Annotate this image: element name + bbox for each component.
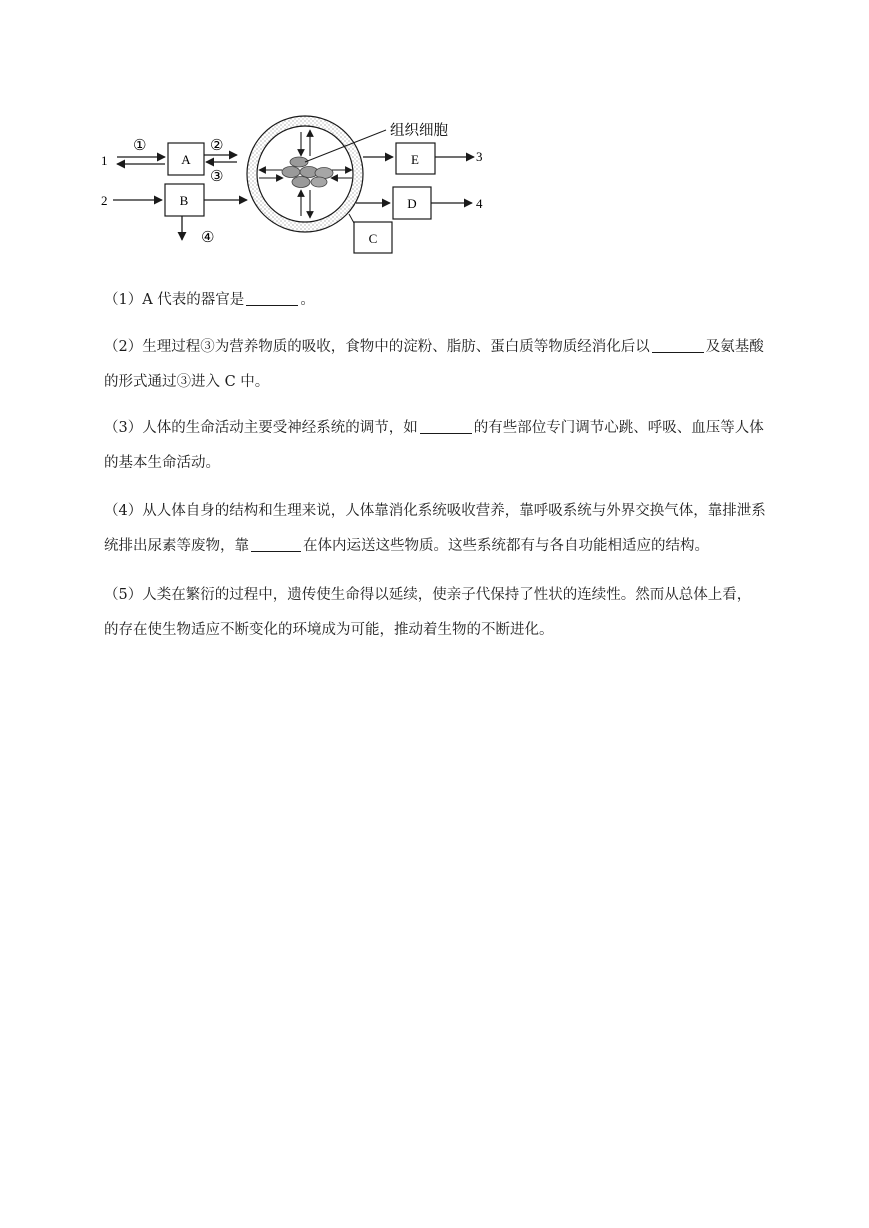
- question-2-line2: 的形式通过③进入 C 中。: [104, 374, 270, 390]
- box-C-pointer: [349, 214, 354, 223]
- question-5-line2: 的存在使生物适应不断变化的环境成为可能，推动着生物的不断进化。: [104, 622, 554, 638]
- label-3: 3: [476, 149, 483, 164]
- process-4: ④: [201, 228, 215, 246]
- question-4: [104, 494, 794, 564]
- question-1-text: （1）A 代表的器官是: [104, 292, 245, 308]
- process-2: ②: [210, 136, 224, 154]
- question-3-line2: 的基本生命活动。: [104, 455, 220, 471]
- box-A-label: A: [181, 152, 191, 167]
- question-2: [104, 330, 794, 400]
- box-D-label: D: [407, 196, 417, 211]
- label-1: 1: [101, 153, 108, 168]
- question-4-line2: 统排出尿素等废物，靠: [104, 538, 249, 554]
- box-C-label: C: [368, 231, 378, 246]
- answer-blank-3[interactable]: [420, 419, 472, 435]
- tissue-cell-label: 组织细胞: [390, 123, 448, 139]
- question-5-text: （5）人类在繁衍的过程中，遗传使生命得以延续，使亲子代保持了性状的连续性。然而从总体上看，: [104, 587, 752, 603]
- process-3: ③: [210, 167, 224, 185]
- question-1-end: 。: [300, 292, 315, 308]
- label-2: 2: [101, 193, 108, 208]
- question-3-mid: 的有些部位专门调节心跳、呼吸、血压等人体: [473, 420, 764, 436]
- answer-blank-1[interactable]: [246, 291, 298, 307]
- question-3: [104, 411, 794, 481]
- question-3-text: （3）人体的生命活动主要受神经系统的调节，如: [104, 420, 418, 436]
- process-1: ①: [133, 136, 147, 154]
- answer-blank-2[interactable]: [652, 338, 704, 354]
- question-4-text: （4）从人体自身的结构和生理来说，人体靠消化系统吸收营养，靠呼吸系统与外界交换气体，靠排泄系: [104, 503, 766, 519]
- question-4-end: 在体内运送这些物质。这些系统都有与各自功能相适应的结构。: [303, 538, 709, 554]
- answer-blank-4[interactable]: [251, 537, 301, 553]
- box-E-label: E: [411, 152, 419, 167]
- label-4: 4: [476, 196, 483, 211]
- box-B-label: B: [179, 193, 189, 208]
- question-2-mid: 及氨基酸: [705, 339, 764, 355]
- question-1: [104, 283, 794, 318]
- circulation-diagram: [90, 108, 510, 260]
- question-2-text: （2）生理过程③为营养物质的吸收，食物中的淀粉、脂肪、蛋白质等物质经消化后以: [104, 339, 650, 355]
- question-5: [104, 578, 794, 648]
